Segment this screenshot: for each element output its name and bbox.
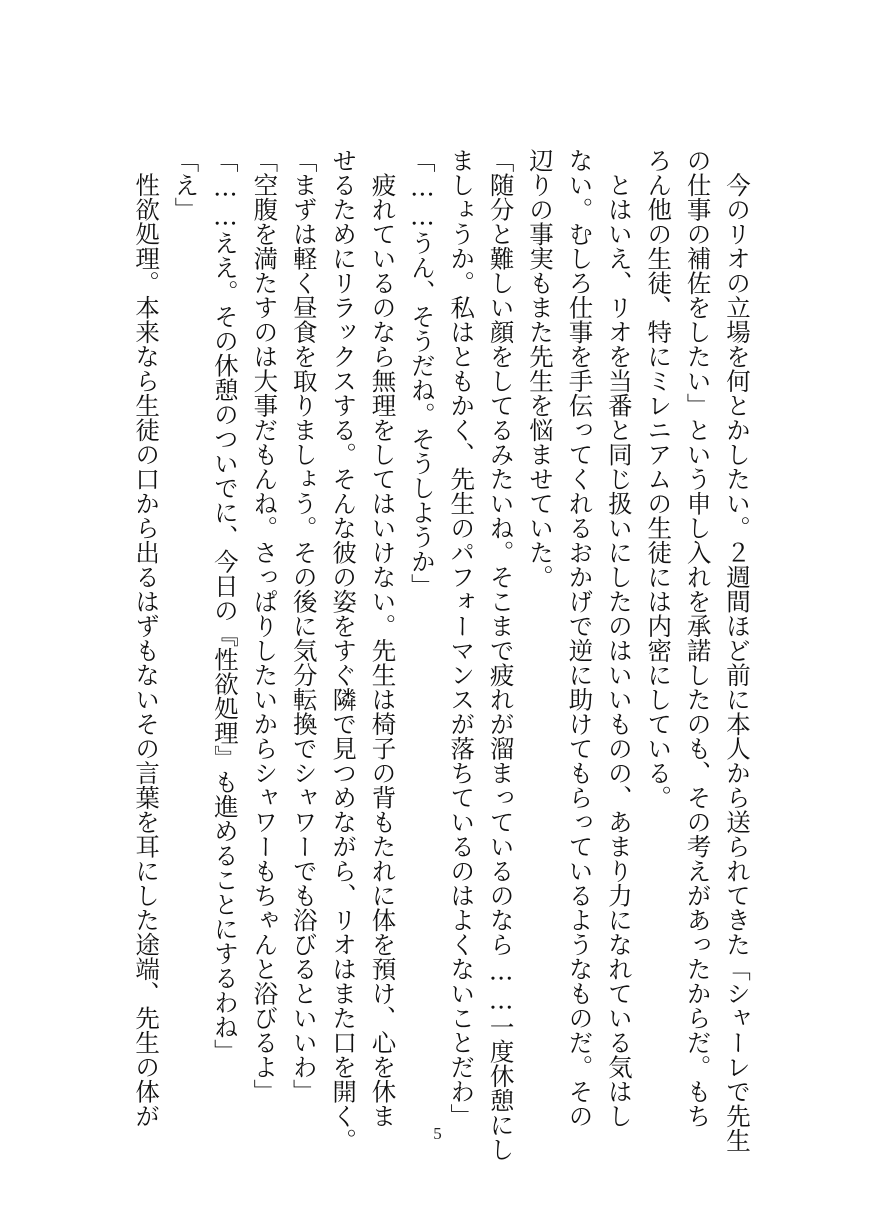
text-column: 辺りの事実もまた先生を悩ませていた。 (526, 148, 556, 589)
text-column: の仕事の補佐をしたい」という申し入れを承諾したのも、その考えがあったからだ。もち (683, 148, 713, 1128)
text-column: 「空腹を満たすのは大事だもんね。さっぱりしたいからシャワーもちゃんと浴びるよ」 (250, 148, 280, 1104)
text-column: 「え」 (171, 148, 201, 222)
text-column: 疲れているのなら無理をしてはいけない。先生は椅子の背もたれに体を預け、心を休ま (368, 148, 398, 1128)
text-column: ろん他の生徒、特にミレニアムの生徒には内密にしている。 (644, 148, 674, 810)
page-number: 5 (433, 1124, 442, 1143)
text-column: 「まずは軽く昼食を取りましょう。その後に気分転換でシャワーでも浴びるといいわ」 (289, 148, 319, 1104)
vertical-text-block (131, 148, 752, 1162)
text-column: とはいえ、リオを当番と同じ扱いにしたのはいいものの、あまり力になれている気はし (604, 148, 634, 1128)
text-column: 性欲処理。本来なら生徒の口から出るはずもないその言葉を耳にした途端、先生の体が (132, 148, 162, 1128)
text-column: 「随分と難しい顔をしてるみたいね。そこまで疲れが溜まっているのなら……一度休憩にし (486, 148, 516, 1162)
text-column: ない。むしろ仕事を手伝ってくれるおかげで逆に助けてもらっているようなものだ。その (565, 148, 595, 1128)
text-column: 今のリオの立場を何とかしたい。２週間ほど前に本人から送られてきた「シャーレで先生 (723, 148, 752, 1153)
text-column: ましょうか。私はともかく、先生のパフォーマンスが落ちているのはよくないことだわ」 (447, 148, 477, 1128)
text-column: 「……うん、そうだね。そうしようか」 (407, 148, 437, 598)
text-column: せるためにリラックスする。そんな彼の姿をすぐ隣で見つめながら、リオはまた口を開く。 (329, 148, 359, 1153)
text-column: 「……ええ。その休憩のついでに、今日の『性欲処理』も進めることにするわね」 (210, 148, 240, 1064)
